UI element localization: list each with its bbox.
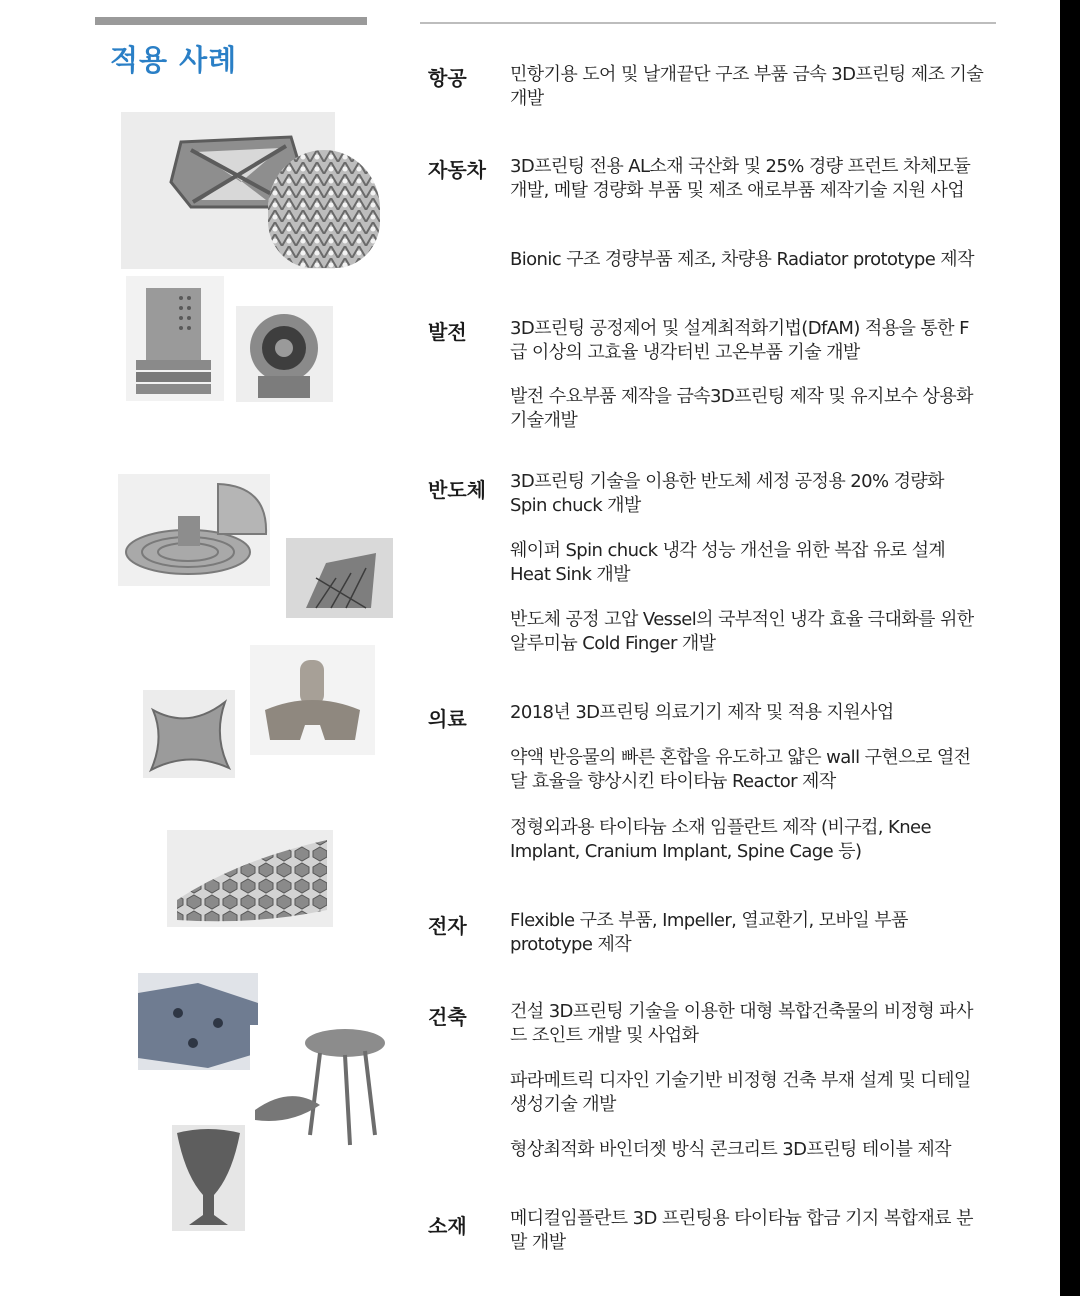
- automotive-item-2: Bionic 구조 경량부품 제조, 차량용 Radiator prototype 제작: [510, 249, 974, 270]
- category-materials: 소재: [428, 1214, 467, 1238]
- electronics-item-1: Flexible 구조 부품, Impeller, 열교환기, 모바일 부품 prototype 제작: [510, 910, 908, 955]
- semiconductor-item-2: 웨이퍼 Spin chuck 냉각 성능 개선을 위한 복잡 유로 설계 Heat Sink 개발: [510, 540, 946, 585]
- medical-item-2: 약액 반응물의 빠른 혼합을 유도하고 얇은 wall 구현으로 열전달 효율을 향상시킨 타이타늄 Reactor 제작: [510, 747, 971, 792]
- aero-lattice-zoom-photo: [268, 150, 380, 268]
- architecture-item-1: 건설 3D프린팅 기술을 이용한 대형 복합건축물의 비정형 파사드 조인트 개발 및 사업화: [510, 1001, 973, 1046]
- aerospace-item-1: 민항기용 도어 및 날개끝단 구조 부품 금속 3D프린팅 제조 기술 개발: [510, 64, 984, 109]
- category-power: 발전: [428, 320, 467, 344]
- category-medical: 의료: [428, 707, 467, 731]
- spin-chuck-photo: [118, 474, 270, 586]
- materials-item-1: 메디컬임플란트 3D 프린팅용 타이타늄 합금 기지 복합재료 분말 개발: [510, 1208, 973, 1253]
- implant-photo: [250, 645, 375, 755]
- semiconductor-item-3: 반도체 공정 고압 Vessel의 국부적인 냉각 효율 극대화를 위한 알루미늄 Cold Finger 개발: [510, 609, 974, 654]
- category-aerospace: 항공: [428, 66, 467, 90]
- heat-sink-photo: [286, 538, 393, 618]
- reactor-disc-photo: [143, 690, 235, 778]
- medical-item-3: 정형외과용 타이타늄 소재 임플란트 제작 (비구컵, Knee Implant, Cranium Implant, Spine Cage 등): [510, 817, 931, 862]
- medical-item-1: 2018년 3D프린팅 의료기기 제작 및 적용 지원사업: [510, 702, 894, 723]
- concrete-table-photo: [250, 1025, 385, 1153]
- turbine-blade-photo: [126, 276, 224, 401]
- automotive-item-1: 3D프린팅 전용 AL소재 국산화 및 25% 경량 프런트 차체모듈 개발, 메탈 경량화 부품 및 제조 애로부품 제작기술 지원 사업: [510, 156, 971, 201]
- metal-vase-photo: [172, 1125, 245, 1231]
- category-architecture: 건축: [428, 1005, 467, 1029]
- category-electronics: 전자: [428, 914, 467, 938]
- left-header-rule: [95, 17, 367, 25]
- power-item-1: 3D프린팅 공정제어 및 설계최적화기법(DfAM) 적용을 통한 F급 이상의 고효율 냉각터빈 고온부품 기술 개발: [510, 318, 969, 363]
- hexagon-lattice-photo: [167, 830, 333, 927]
- turbine-nozzle-photo: [236, 306, 333, 402]
- category-automotive: 자동차: [428, 158, 486, 182]
- page-title: 적용 사례: [110, 43, 238, 77]
- facade-joint-photo: [138, 973, 258, 1070]
- semiconductor-item-1: 3D프린팅 기술을 이용한 반도체 세정 공정용 20% 경량화 Spin chuck 개발: [510, 471, 944, 516]
- architecture-item-2: 파라메트릭 디자인 기술기반 비정형 건축 부재 설계 및 디테일 생성기술 개발: [510, 1070, 971, 1115]
- right-header-rule: [420, 22, 996, 24]
- category-semiconductor: 반도체: [428, 478, 486, 502]
- power-item-2: 발전 수요부품 제작을 금속3D프린팅 제작 및 유지보수 상용화 기술개발: [510, 386, 973, 431]
- architecture-item-3: 형상최적화 바인더젯 방식 콘크리트 3D프린팅 테이블 제작: [510, 1139, 951, 1160]
